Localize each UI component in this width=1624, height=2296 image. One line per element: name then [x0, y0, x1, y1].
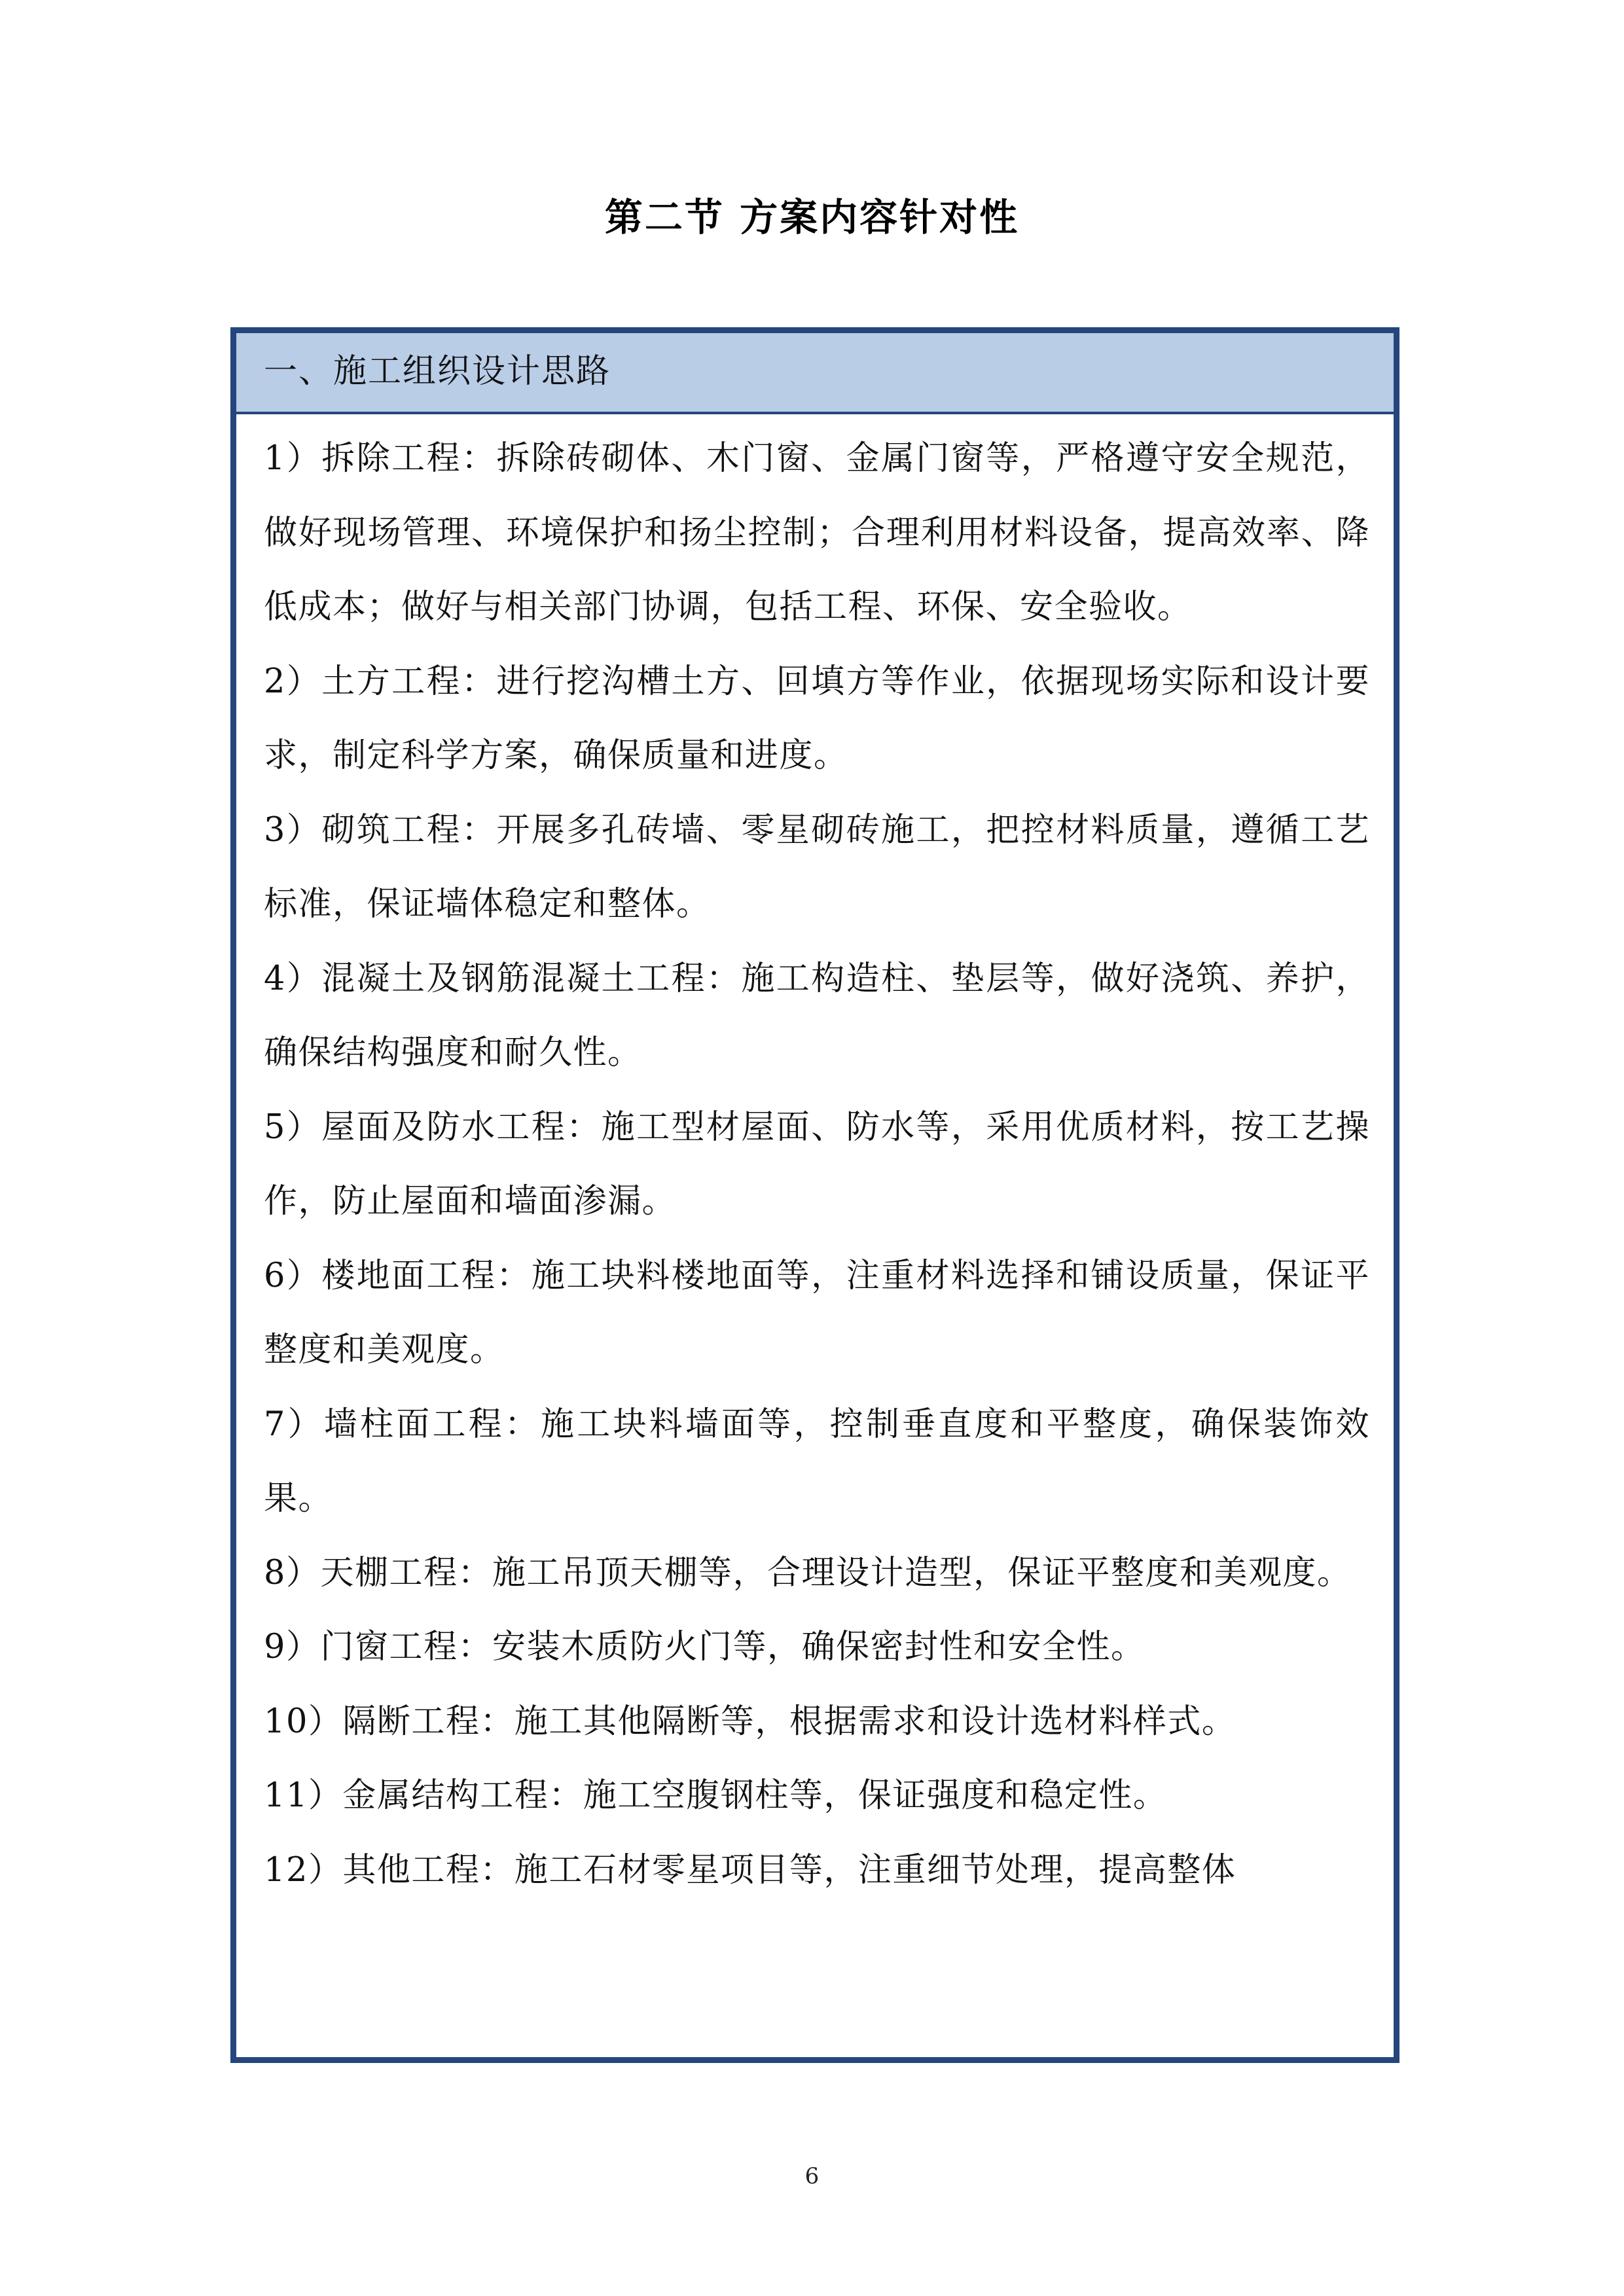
list-item: 12）其他工程：施工石材零星项目等，注重细节处理，提高整体: [264, 1850, 1236, 1890]
list-item: 2）土方工程：进行挖沟槽土方、回填方等作业，依据现场实际和设计要求，制定科学方案，确保质量和进度。: [264, 662, 1370, 775]
list-item: 9）门窗工程：安装木质防火门等，确保密封性和安全性。: [264, 1628, 1146, 1666]
list-item: 5）屋面及防水工程：施工型材屋面、防水等，采用优质材料，按工艺操作，防止屋面和墙面渗漏。: [264, 1107, 1370, 1221]
list-item: 6）楼地面工程：施工块料楼地面等，注重材料选择和铺设质量，保证平整度和美观度。: [264, 1256, 1370, 1369]
list-item: 1）拆除工程：拆除砖砌体、木门窗、金属门窗等，严格遵守安全规范，做好现场管理、环境保护和扬尘控制；合理利用材料设备，提高效率、降低成本；做好与相关部门协调，包括工程、环保、安全验收。: [264, 439, 1370, 626]
list-item: 11）金属结构工程：施工空腹钢柱等，保证强度和稳定性。: [264, 1776, 1168, 1815]
item-list: [236, 414, 1394, 1907]
list-item: 10）隔断工程：施工其他隔断等，根据需求和设计选材料样式。: [264, 1702, 1236, 1741]
content-table: [230, 327, 1399, 2063]
section-header: 一、施工组织设计思路: [236, 333, 1394, 414]
page-title: 第二节 方案内容针对性: [604, 195, 1020, 240]
list-item: 4）混凝土及钢筋混凝土工程：施工构造柱、垫层等，做好浇筑、养护，确保结构强度和耐久性。: [264, 959, 1370, 1072]
list-item: 3）砌筑工程：开展多孔砖墙、零星砌砖施工，把控材料质量，遵循工艺标准，保证墙体稳定和整体。: [264, 810, 1370, 924]
list-item: 8）天棚工程：施工吊顶天棚等，合理设计造型，保证平整度和美观度。: [264, 1553, 1352, 1592]
page-number: 6: [804, 2163, 820, 2189]
list-item: 7）墙柱面工程：施工块料墙面等，控制垂直度和平整度，确保装饰效果。: [264, 1405, 1370, 1518]
